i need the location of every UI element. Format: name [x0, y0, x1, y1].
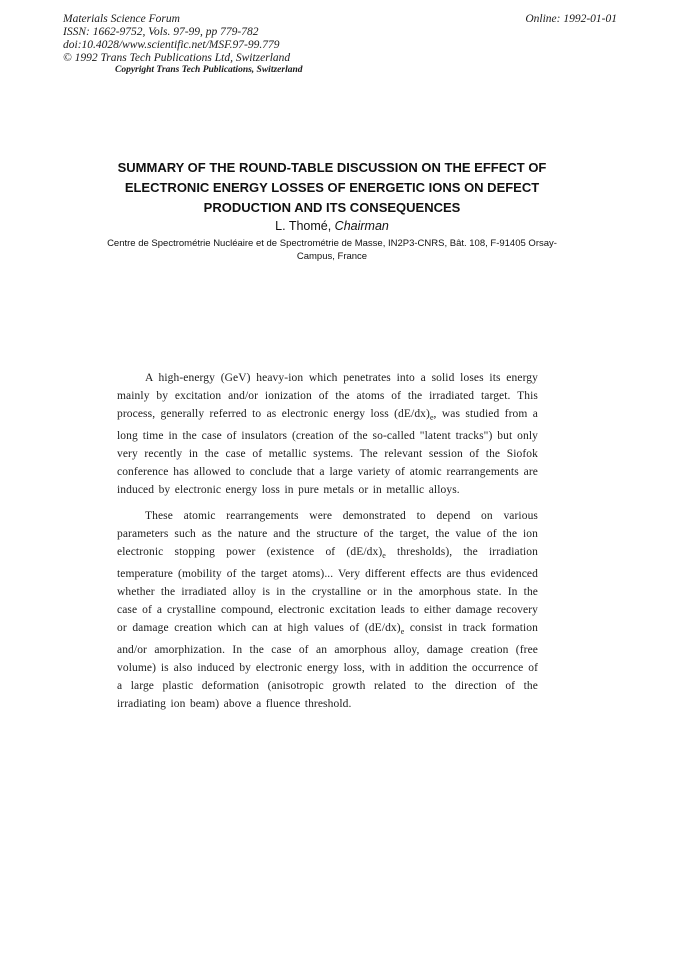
doi-line: doi:10.4028/www.scientific.net/MSF.97-99.779	[63, 39, 280, 51]
paragraph-2-text: These atomic rearrangements were demonstrated to depend on various parameters such as the nature and the structure of the target, the value of the ion electronic stopping power (existence of (dE/dx)	[117, 510, 538, 558]
issn-line: ISSN: 1662-9752, Vols. 97-99, pp 779-782	[63, 26, 259, 38]
online-date: Online: 1992-01-01	[525, 13, 617, 25]
body-paragraph-2	[117, 507, 538, 713]
paragraph-1-text: , was studied from a long time in the case of insulators (creation of the so-called "latent tracks") but only very recently in the case of metallic systems. The relevant session of the Siofok conference has allowed to conclude that a large variety of atomic rearrangements are induced by electronic energy loss in pure metals or in metallic alloys.	[117, 408, 538, 496]
paragraph-1-text: A high-energy (GeV) heavy-ion which penetrates into a solid loses its energy mainly by excitation and/or ionization of the atoms of the irradiated target. This process, generally referred to as electronic energy loss (dE/dx)	[117, 372, 538, 420]
author-name: L. Thomé,	[275, 219, 335, 233]
subscript-e: e	[429, 413, 434, 422]
body-paragraph-1	[117, 369, 538, 499]
subscript-e: e	[382, 551, 386, 560]
copyright-notice: Copyright Trans Tech Publications, Switzerland	[115, 65, 303, 75]
abstract-body	[117, 369, 538, 713]
affiliation: Centre de Spectrométrie Nucléaire et de Spectrométrie de Masse, IN2P3-CNRS, Bât. 108, F-91405 Orsay-Campus, France	[107, 238, 557, 262]
paragraph-2-text: thresholds), the irradiation temperature (mobility of the target atoms)... Very different effects are thus evidenced whether the irradiated alloy is in the crystalline or in the amorphous state. In the case of a crystalline compound, electronic excitation leads to either damage recovery or damage creation which can at high values of (dE/dx)	[117, 546, 538, 634]
author-line	[106, 219, 558, 234]
subscript-e: e	[400, 627, 405, 636]
journal-name: Materials Science Forum	[63, 13, 180, 25]
paper-title: SUMMARY OF THE ROUND-TABLE DISCUSSION ON THE EFFECT OF ELECTRONIC ENERGY LOSSES OF ENERGETIC IONS ON DEFECT PRODUCTION AND ITS CONSEQUENCES	[117, 159, 547, 215]
paragraph-2-text: consist in track formation and/or amorphization. In the case of an amorphous alloy, damage creation (free volume) is also induced by electronic energy loss, with in addition the occurrence of a large plastic deformation (anisotropic growth related to the direction of the irradiating ion beam) above a fluence threshold.	[117, 622, 539, 710]
author-role: Chairman	[334, 219, 389, 233]
journal-header	[63, 13, 290, 65]
publisher-copyright-line: © 1992 Trans Tech Publications Ltd, Switzerland	[63, 52, 291, 64]
